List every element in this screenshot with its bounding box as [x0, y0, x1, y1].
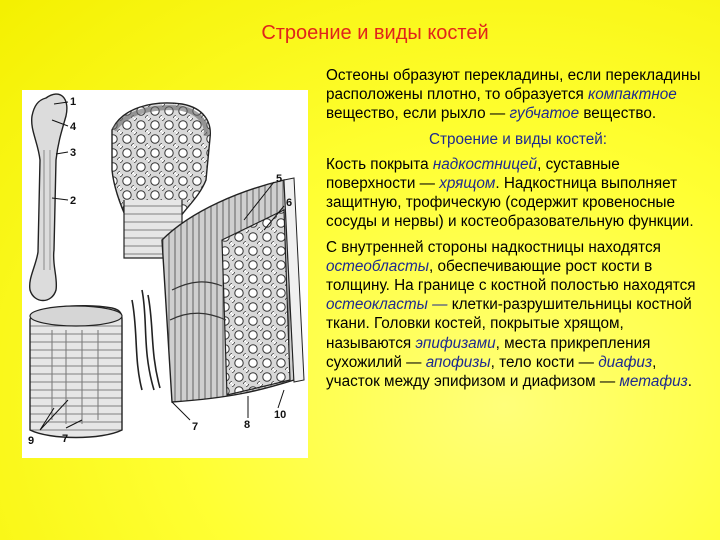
figure-label-1: 1: [70, 96, 77, 108]
p2-text-a: Кость покрыта: [326, 155, 433, 173]
figure-label-10: 10: [274, 409, 287, 421]
bone-structure-figure: [22, 90, 308, 458]
term-diaphysis: диафиз: [598, 353, 653, 371]
term-apophyses: апофизы: [425, 353, 491, 371]
term-osteoclasts: остеокласты —: [326, 296, 448, 314]
bone-illustration: [22, 90, 308, 458]
figure-label-8: 8: [244, 419, 251, 431]
term-periosteum: надкостницей: [432, 155, 538, 173]
figure-label-4: 4: [70, 121, 77, 133]
term-epiphyses: эпифизами: [415, 334, 496, 352]
vessels: [132, 290, 160, 390]
p2-text-b: , суставные поверхности —: [326, 155, 620, 193]
figure-label-9: 9: [28, 435, 35, 447]
p3-text-b: , обеспечивающие рост кости в толщину. На границе с костной полостью находятся: [326, 257, 696, 295]
term-cartilage: хрящом: [439, 175, 496, 193]
figure-label-7a: 7: [62, 433, 69, 445]
paragraph-periosteum: [326, 155, 710, 232]
p2-text-c: . Надкостница выполняет защитную, трофическую (содержит кровеносные сосуды и нервы) и костеобразовательную функции.: [326, 175, 694, 231]
p3-text-c: клетки-разрушительницы костной ткани. Головки костей, покрытые хрящом, называются: [326, 296, 692, 352]
figure-label-2: 2: [70, 195, 77, 207]
p3-text-g: .: [687, 373, 692, 391]
term-osteoblasts: остеобласты: [326, 257, 429, 275]
figure-label-6: 6: [286, 197, 293, 209]
paragraph-cells-and-parts: [326, 238, 710, 392]
p3-text-e: , тело кости —: [490, 353, 599, 371]
figure-label-3: 3: [70, 147, 77, 159]
term-metaphysis: метафиз: [619, 373, 688, 391]
slide-title: Строение и виды костей: [261, 22, 489, 44]
subheading: Строение и виды костей:: [428, 130, 608, 148]
term-compact: компактное: [588, 86, 677, 104]
p1-text-a: Остеоны образуют перекладины, если перекладины расположены плотно, то образуется: [326, 67, 701, 104]
p1-text-c: вещество.: [579, 105, 657, 123]
p3-text-d: , места прикрепления сухожилий —: [326, 334, 651, 371]
slide-text: [326, 66, 710, 397]
long-bone-drawing: [30, 94, 67, 300]
p3-text-a: С внутренней стороны надкостницы находятся: [326, 238, 661, 256]
p3-text-f: , участок между эпифизом и диафизом —: [326, 353, 657, 391]
p1-text-b: вещество, если рыхло —: [326, 105, 510, 123]
paragraph-compact-spongy: [326, 66, 710, 124]
term-spongy: губчатое: [509, 105, 580, 123]
figure-label-5: 5: [276, 173, 283, 185]
bone-cylinder-section: [30, 306, 122, 438]
figure-label-7b: 7: [192, 421, 199, 433]
